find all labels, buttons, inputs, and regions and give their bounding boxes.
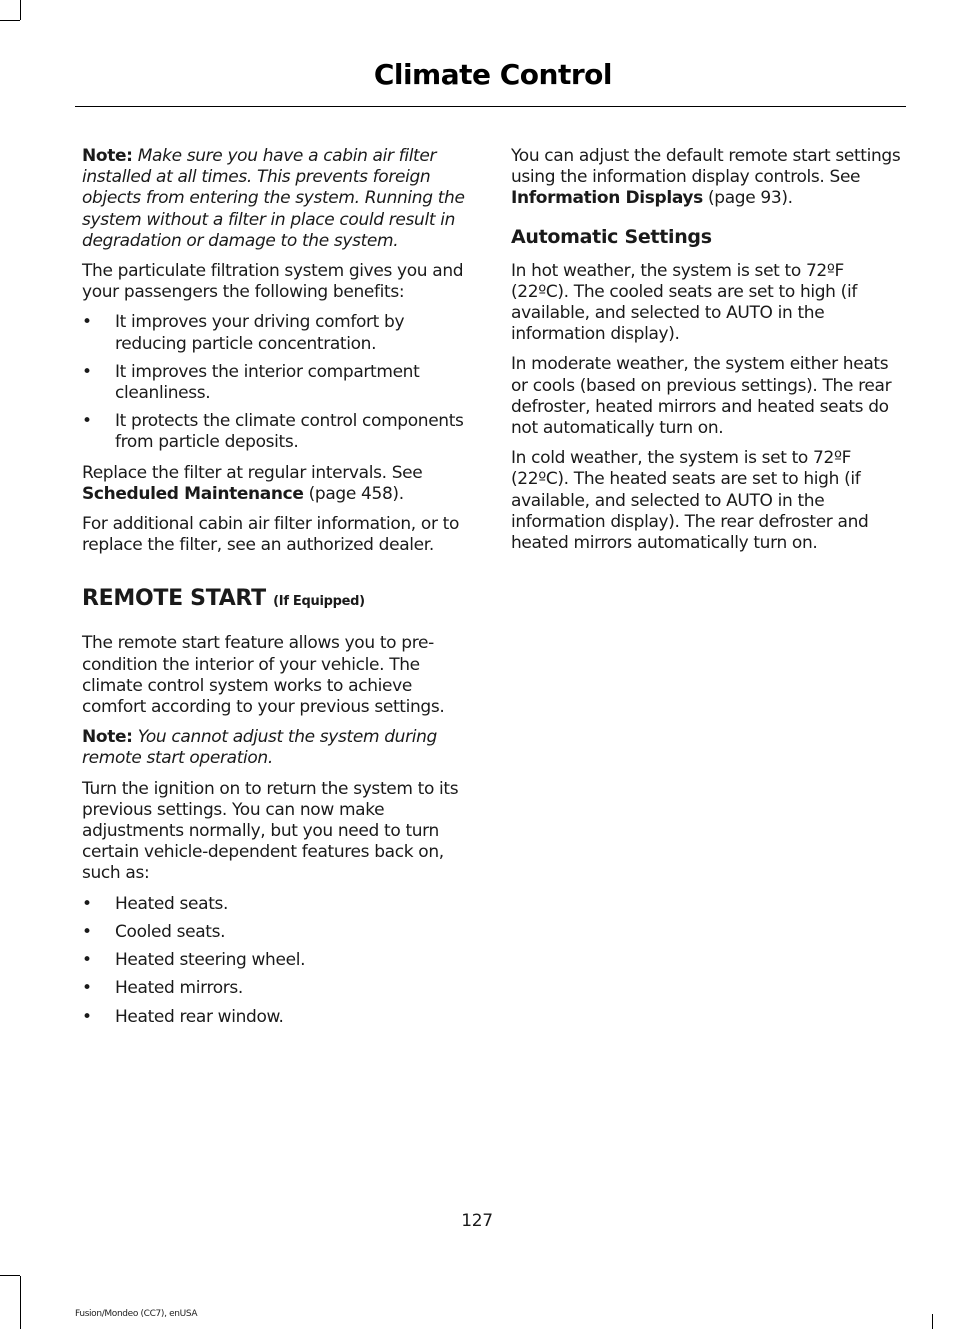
information-displays-link[interactable]: Information Displays	[511, 188, 703, 209]
note-text: Make sure you have a cabin air filter installed at all times. This prevents foreign objects from entering the system. Running the system without a filter in place could result in degradation or damage to the system.	[82, 146, 465, 251]
list-item	[82, 950, 474, 971]
list-item	[82, 411, 474, 453]
para-ignition: Turn the ignition on to return the system to its previous settings. You can now make adjustments normally, but you need to turn certain vehicle-dependent features back on, such as:	[82, 778, 459, 884]
para-additional: For additional cabin air filter information, or to replace the filter, see an authorized dealer.	[82, 514, 460, 556]
para-remote-intro: The remote start feature allows you to pre-condition the interior of your vehicle. The climate control system works to achieve comfort according to your previous settings.	[82, 633, 445, 718]
para-cold-weather: In cold weather, the system is set to 72ºF (22ºC). The heated seats are set to high (if available, and selected to AUTO in the information display). The rear defroster and heated mirrors automatically turn on.	[511, 448, 869, 554]
para-adjust	[511, 146, 903, 210]
list-item-text: It improves the interior compartment cleanliness.	[115, 361, 420, 404]
crop-mark-bottom-left-h	[0, 1275, 20, 1276]
list-item-text: It protects the climate control components from particle deposits.	[115, 411, 464, 453]
note-cabin-filter	[82, 146, 474, 252]
note-label: Note:	[82, 727, 133, 748]
list-item-text: Cooled seats.	[115, 921, 226, 942]
bullet: •	[82, 921, 92, 942]
header-rule	[75, 106, 906, 107]
adjust-prefix: You can adjust the default remote start settings using the information display controls. See	[511, 146, 901, 188]
list-item-text: Heated rear window.	[115, 1006, 284, 1027]
para-hot-weather: In hot weather, the system is set to 72ºF (22ºC). The cooled seats are set to high (if available, and selected to AUTO in the information display).	[511, 260, 857, 345]
left-column	[82, 146, 474, 1037]
list-item	[82, 312, 474, 354]
right-column	[511, 146, 903, 563]
bullet: •	[82, 1006, 92, 1027]
bullet: •	[82, 312, 92, 333]
crop-mark-top-left-h	[0, 20, 20, 21]
list-item	[82, 978, 474, 999]
bullet: •	[82, 893, 92, 914]
benefits-list	[82, 312, 474, 453]
para-replace	[82, 463, 474, 505]
list-item	[82, 362, 474, 404]
list-item-text: Heated steering wheel.	[115, 950, 306, 971]
crop-mark-bottom-mid	[932, 1314, 933, 1329]
bullet: •	[82, 950, 92, 971]
heading-text: REMOTE START	[82, 586, 266, 612]
para-filtration: The particulate filtration system gives you and your passengers the following benefits:	[82, 261, 464, 303]
bullet: •	[82, 361, 92, 382]
scheduled-maintenance-link[interactable]: Scheduled Maintenance	[82, 483, 304, 504]
note-text: You cannot adjust the system during remote start operation.	[82, 727, 437, 769]
replace-suffix: (page 458).	[308, 483, 404, 504]
automatic-settings-heading: Automatic Settings	[511, 225, 712, 248]
list-item	[82, 1007, 474, 1028]
note-label: Note:	[82, 146, 133, 166]
bullet: •	[82, 411, 92, 432]
heading-suffix: (If Equipped)	[273, 594, 365, 610]
section-heading-remote-start	[82, 586, 474, 611]
list-item-text: Heated mirrors.	[115, 978, 243, 999]
list-item	[82, 894, 474, 915]
crop-mark-top-left	[20, 0, 21, 20]
replace-prefix: Replace the filter at regular intervals. See	[82, 462, 423, 483]
list-item-text: It improves your driving comfort by reducing particle concentration.	[115, 312, 405, 354]
footer-text: Fusion/Mondeo (CC7), enUSA	[75, 1309, 198, 1319]
list-item-text: Heated seats.	[115, 893, 229, 914]
para-moderate-weather: In moderate weather, the system either heats or cools (based on previous settings). The rear defroster, heated mirrors and heated seats do not automatically turn on.	[511, 354, 892, 439]
page-title: Climate Control	[373, 58, 612, 91]
page-number: 127	[461, 1211, 493, 1231]
adjust-suffix: (page 93).	[708, 188, 793, 209]
features-list	[82, 894, 474, 1028]
list-item	[82, 922, 474, 943]
note-remote-start	[82, 727, 474, 769]
bullet: •	[82, 978, 92, 999]
crop-mark-bottom-left	[20, 1276, 21, 1329]
